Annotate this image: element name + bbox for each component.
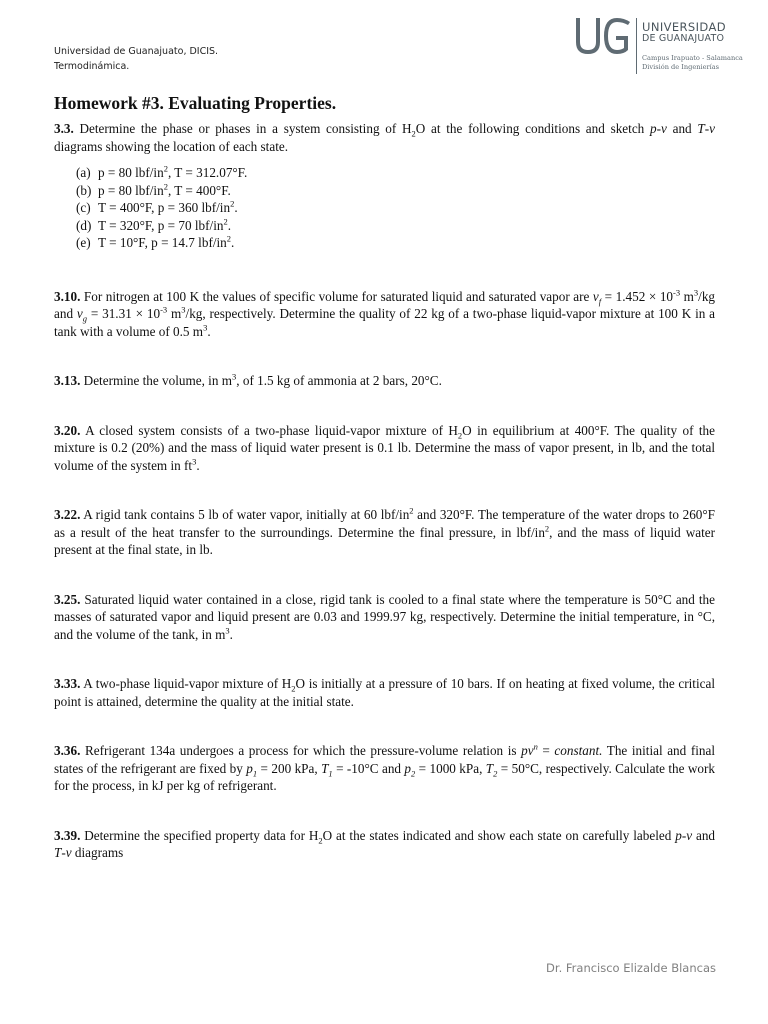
problem-text: 3.3. Determine the phase or phases in a system consisting of $H_2O$ at the following conditions and sketch p-v and T-v diagrams showing the location of each state. xyxy=(54,121,715,154)
logo-university-name xyxy=(642,21,726,45)
problem-number: 3.10. xyxy=(54,288,81,304)
document-body xyxy=(54,92,715,862)
problem-number: 3.39. xyxy=(54,827,81,843)
problem-3-20: 3.20. A closed system consists of a two-phase liquid-vapor mixture of $H_2O$ in equilibrium at 400°F. The quality of the mixture is 0.2 (20%) and the mass of liquid water present is 0.1 lb. Determine the mass of vapor present, in lb, and the total volume of the system in $ft^3$. xyxy=(54,422,715,473)
list-item: (e) T = 10°F, p = 14.7 lbf/$in^2$. xyxy=(76,233,235,250)
ug-logo-icon xyxy=(572,16,632,58)
list-item: (a) p = 80 lbf/$in^2$, T = 312.07°F. xyxy=(76,163,248,180)
problem-3-25: 3.25. Saturated liquid water contained in a close, rigid tank is cooled to a final state where the temperature is 50°C and the masses of saturated vapor and liquid present are 0.03 and 1999.97 kg, respectively. Determine the initial temperature, in °C, and the volume of the tank, in $m^3$. xyxy=(54,591,715,642)
problem-3-22: 3.22. A rigid tank contains 5 lb of water vapor, initially at 60 lbf/$in^2$ and 320°F. The temperature of the water drops to 260°F as a result of the heat transfer to the surroundings. Determine the final pressure, in lbf/$in^2$, and the mass of liquid water present at the final state, in lb. xyxy=(54,505,716,557)
author-footer: Dr. Francisco Elizalde Blancas xyxy=(546,961,716,975)
logo-name-line2: DE GUANAJUATO xyxy=(642,33,725,44)
condition-list xyxy=(54,164,715,252)
list-item: (c) T = 400°F, p = 360 lbf/$in^2$. xyxy=(76,198,238,215)
problem-3-13: 3.13. Determine the volume, in $m^3$, of 1.5 kg of ammonia at 2 bars, 20°C. xyxy=(54,371,442,388)
course-name: Termodinámica. xyxy=(54,61,130,72)
logo-campus-line1: Campus Irapuato - Salamanca xyxy=(642,54,743,62)
list-item: (b) p = 80 lbf/$in^2$, T = 400°F. xyxy=(76,181,231,198)
problem-number: 3.3. xyxy=(54,121,74,136)
logo-campus xyxy=(642,54,743,71)
problem-number: 3.22. xyxy=(54,507,81,522)
problem-3-33: 3.33. A two-phase liquid-vapor mixture of $H_2O$ is initially at a pressure of 10 bars. If on heating at fixed volume, the critical point is attained, determine the quality at the initial state. xyxy=(54,676,715,709)
problem-3-3 xyxy=(54,120,715,252)
problem-number: 3.33. xyxy=(54,676,81,691)
logo-divider xyxy=(636,18,637,74)
problem-3-39: 3.39. Determine the specified property data for $H_2O$ at the states indicated and show each state on carefully labeled p-v and T-v diagrams xyxy=(54,827,716,860)
list-item: (d) T = 320°F, p = 70 lbf/$in^2$. xyxy=(76,216,232,233)
institution-name: Universidad de Guanajuato, DICIS. xyxy=(54,46,219,57)
problem-3-36: 3.36. Refrigerant 134a undergoes a process for which the pressure-volume relation is $pv^n$ = constant. The initial and final states of the refrigerant are fixed by $p_1 = 200$ kPa, $T_1 = -10^\circ C$ and $p_2 = 1000$ kPa, $T_2 = 50^\circ C$, respectively. Calculate the work for the process, in kJ per kg of refrigerant. xyxy=(54,741,715,793)
logo-name-line1: UNIVERSIDAD xyxy=(642,20,727,34)
institution-header xyxy=(54,44,218,74)
page-title: Homework #3. Evaluating Properties. xyxy=(54,93,337,113)
problem-3-10: 3.10. For nitrogen at 100 K the values of specific volume for saturated liquid and saturated vapor are $v_f = 1.452 \times 10^{-3}$ $m^3/kg$ and $v_g = 31.31 \times 10^{-3}$ $m^3/kg$, respectively. Determine the quality of 22 kg of a two-phase liquid-vapor mixture at 100 K in a tank with a volume of 0.5 $m^3$. xyxy=(54,287,716,339)
problem-number: 3.20. xyxy=(54,422,81,438)
logo-campus-line2: División de Ingenierías xyxy=(642,62,720,71)
problem-number: 3.25. xyxy=(54,591,81,607)
university-logo xyxy=(572,14,762,76)
problem-number: 3.36. xyxy=(54,743,81,758)
problem-number: 3.13. xyxy=(54,373,81,388)
